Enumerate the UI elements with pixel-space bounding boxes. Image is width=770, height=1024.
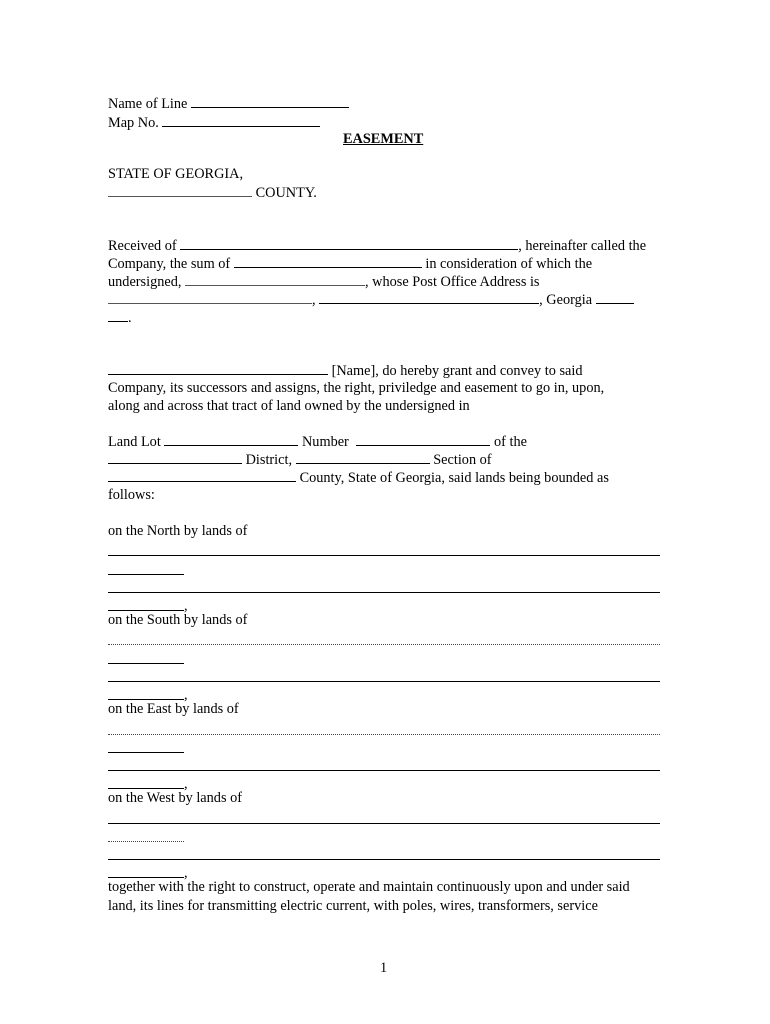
east-line-1[interactable] xyxy=(108,734,660,735)
address-row-end xyxy=(108,308,132,327)
address-city-field[interactable] xyxy=(319,290,539,304)
zip-field-part1[interactable] xyxy=(596,290,634,304)
south-line-2[interactable] xyxy=(108,681,660,682)
company-sum-label: Company, the sum of xyxy=(108,256,231,272)
land-lot-field[interactable] xyxy=(164,432,298,446)
georgia-text: , Georgia xyxy=(539,292,593,308)
section-of-label: Section of xyxy=(433,452,492,468)
closing-line-2: land, its lines for transmitting electric current, with poles, wires, transformers, service xyxy=(108,898,598,914)
west-label: on the West by lands of xyxy=(108,790,242,806)
county-row xyxy=(108,183,317,202)
north-line-2[interactable] xyxy=(108,592,660,593)
undersigned-field[interactable] xyxy=(185,272,365,286)
company-sum-row xyxy=(108,254,592,273)
county-field[interactable] xyxy=(108,183,252,197)
number-field[interactable] xyxy=(356,432,490,446)
consideration-text: in consideration of which the xyxy=(425,256,593,272)
county-state-text: County, State of Georgia, said lands being bounded as xyxy=(299,470,609,486)
east-line-2[interactable] xyxy=(108,770,660,771)
undersigned-row xyxy=(108,272,540,291)
land-lot-row xyxy=(108,432,527,451)
district-row xyxy=(108,450,492,469)
follows-text: follows: xyxy=(108,487,155,503)
grant-line-2: Company, its successors and assigns, the right, priviledge and easement to go in, upon, xyxy=(108,380,605,396)
received-of-label: Received of xyxy=(108,238,177,254)
west-line-1[interactable] xyxy=(108,823,660,824)
received-row xyxy=(108,236,646,255)
land-lot-label: Land Lot xyxy=(108,434,161,450)
address-row xyxy=(108,290,634,309)
map-no-label: Map No. xyxy=(108,115,159,131)
south-label: on the South by lands of xyxy=(108,612,248,628)
closing-line-1: together with the right to construct, operate and maintain continuously upon and under said xyxy=(108,879,630,895)
sum-field[interactable] xyxy=(234,254,422,268)
east-line-1-cont[interactable] xyxy=(108,752,184,753)
post-office-text: , whose Post Office Address is xyxy=(365,274,540,290)
north-line-1[interactable] xyxy=(108,555,660,556)
north-label: on the North by lands of xyxy=(108,523,248,539)
south-line-1[interactable] xyxy=(108,644,660,645)
west-line-2[interactable] xyxy=(108,859,660,860)
land-county-field[interactable] xyxy=(108,468,296,482)
of-the-label: of the xyxy=(493,434,527,450)
grantor-row xyxy=(108,361,582,380)
address-comma: , xyxy=(312,292,316,308)
district-field[interactable] xyxy=(108,450,242,464)
east-comma: , xyxy=(184,776,188,792)
east-label: on the East by lands of xyxy=(108,701,239,717)
received-of-field[interactable] xyxy=(180,236,518,250)
west-comma: , xyxy=(184,865,188,881)
south-line-1-cont[interactable] xyxy=(108,663,184,664)
north-line-1-cont[interactable] xyxy=(108,574,184,575)
state-line: STATE OF GEORGIA, xyxy=(108,166,244,182)
page-number: 1 xyxy=(380,960,388,976)
district-label: District, xyxy=(245,452,293,468)
grantor-name-field[interactable] xyxy=(108,361,328,375)
name-of-line-row xyxy=(108,94,349,113)
zip-field-part2[interactable] xyxy=(108,308,128,322)
grant-line-3: along and across that tract of land owned by the undersigned in xyxy=(108,398,470,414)
undersigned-label: undersigned, xyxy=(108,274,182,290)
map-no-row xyxy=(108,113,320,132)
west-line-1-cont[interactable] xyxy=(108,841,184,842)
document-title: EASEMENT xyxy=(343,131,424,147)
grant-text: [Name], do hereby grant and convey to said xyxy=(331,363,583,379)
hereinafter-text: , hereinafter called the xyxy=(518,238,647,254)
south-comma: , xyxy=(184,687,188,703)
name-of-line-label: Name of Line xyxy=(108,96,188,112)
county-state-row xyxy=(108,468,609,487)
address-street-field[interactable] xyxy=(108,290,312,304)
number-label: Number xyxy=(301,434,349,450)
address-period: . xyxy=(128,310,132,326)
county-label: COUNTY. xyxy=(255,185,317,201)
section-field[interactable] xyxy=(296,450,430,464)
name-of-line-field[interactable] xyxy=(191,94,349,108)
map-no-field[interactable] xyxy=(162,113,320,127)
north-comma: , xyxy=(184,598,188,614)
